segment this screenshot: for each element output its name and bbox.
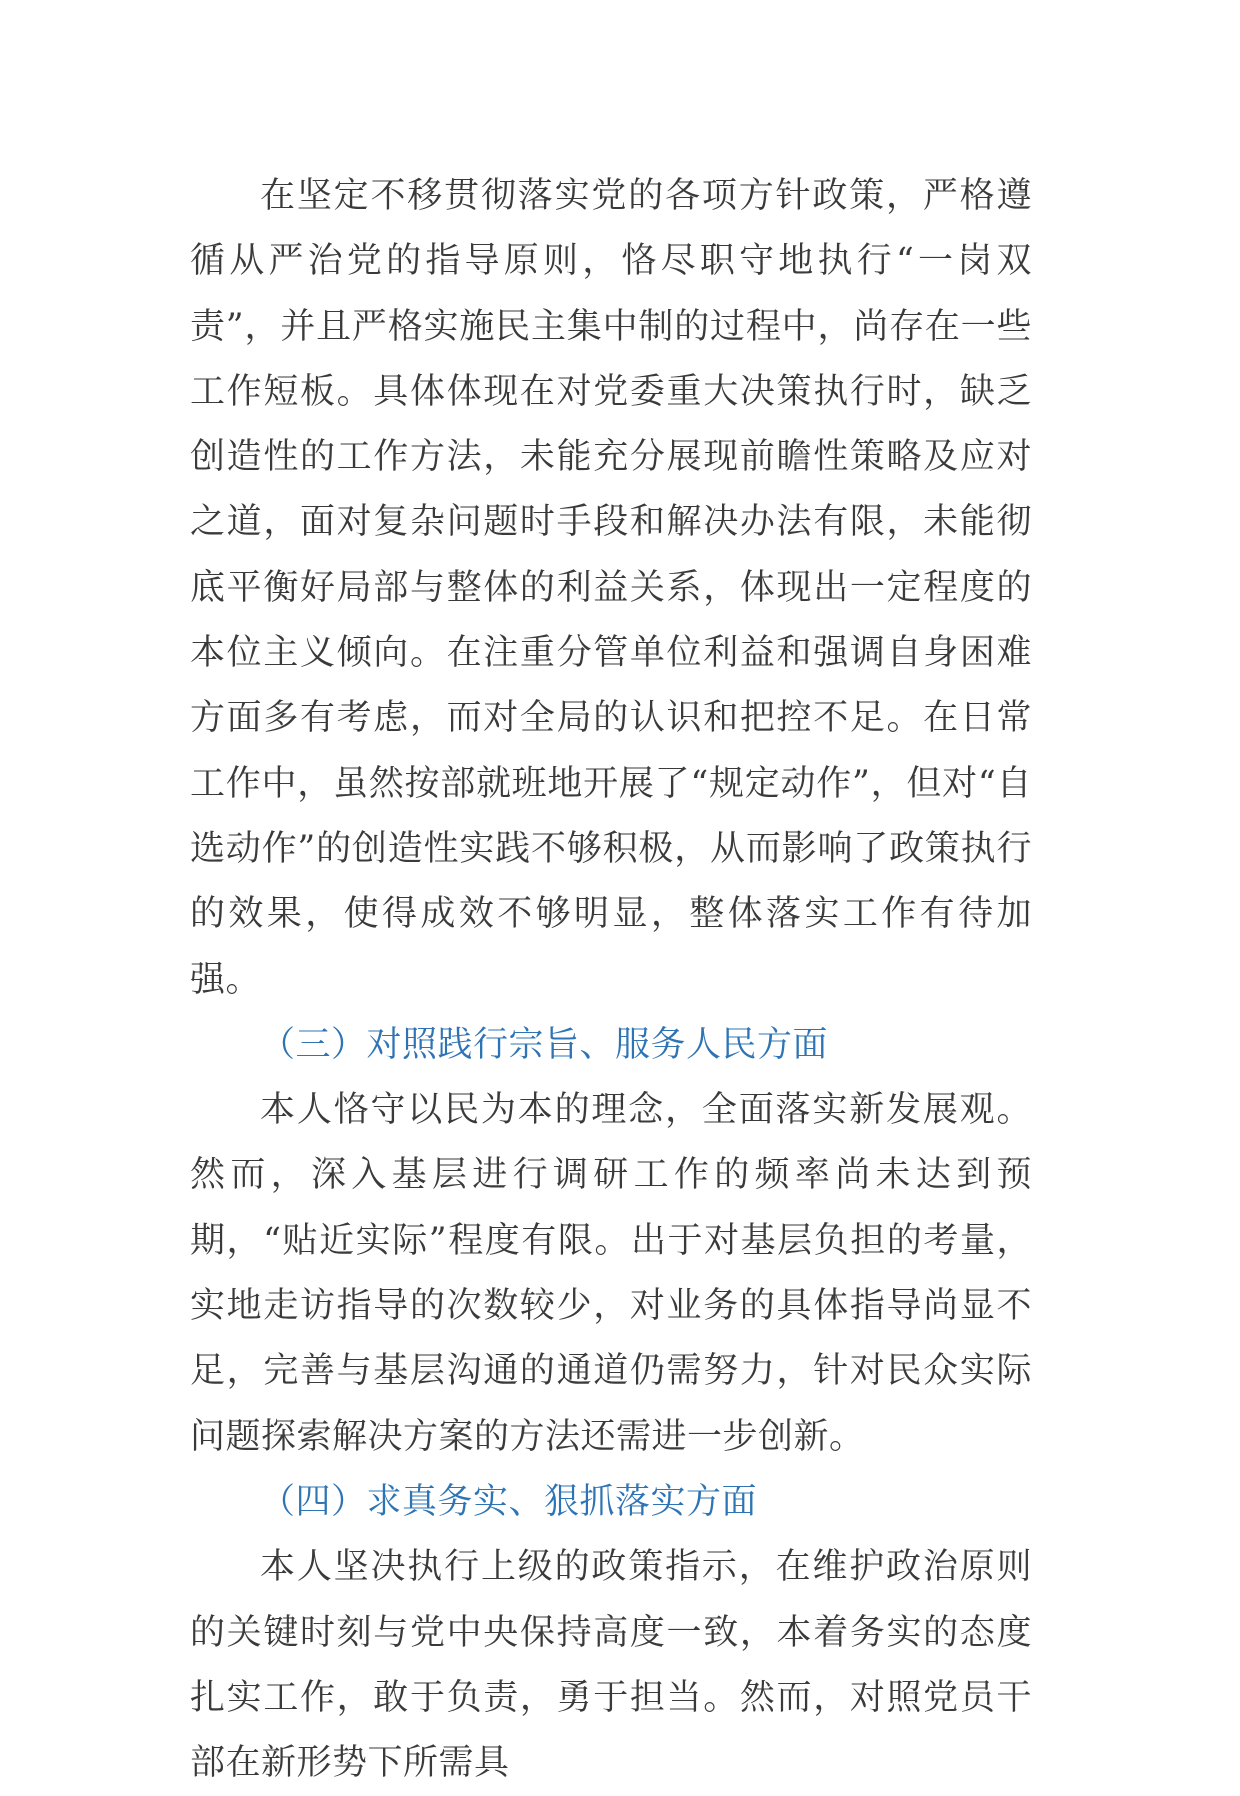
- section-heading: （三）对照践行宗旨、服务人民方面: [260, 1024, 829, 1065]
- document-body: [190, 164, 1032, 1796]
- body-paragraph: 在坚定不移贯彻落实党的各项方针政策，严格遵循从严治党的指导原则，恪尽职守地执行“一岗双责”，并且严格实施民主集中制的过程中，尚存在一些工作短板。具体体现在对党委重大决策执行时，缺乏创造性的工作方法，未能充分展现前瞻性策略及应对之道，面对复杂问题时手段和解决办法有限，未能彻底平衡好局部与整体的利益关系，体现出一定程度的本位主义倾向。在注重分管单位利益和强调自身困难方面多有考虑，而对全局的认识和把控不足。在日常工作中，虽然按部就班地开展了“规定动作”，但对“自选动作”的创造性实践不够积极，从而影响了政策执行的效果，使得成效不够明显，整体落实工作有待加强。: [190, 176, 1032, 1000]
- body-paragraph: 本人坚决执行上级的政策指示，在维护政治原则的关键时刻与党中央保持高度一致，本着务实的态度扎实工作，敢于负责，勇于担当。然而，对照党员干部在新形势下所需具: [190, 1547, 1032, 1784]
- section-heading: （四）求真务实、狠抓落实方面: [260, 1481, 758, 1522]
- body-paragraph: 本人恪守以民为本的理念，全面落实新发展观。然而，深入基层进行调研工作的频率尚未达到预期，“贴近实际”程度有限。出于对基层负担的考量，实地走访指导的次数较少，对业务的具体指导尚显不足，完善与基层沟通的通道仍需努力，针对民众实际问题探索解决方案的方法还需进一步创新。: [190, 1090, 1032, 1457]
